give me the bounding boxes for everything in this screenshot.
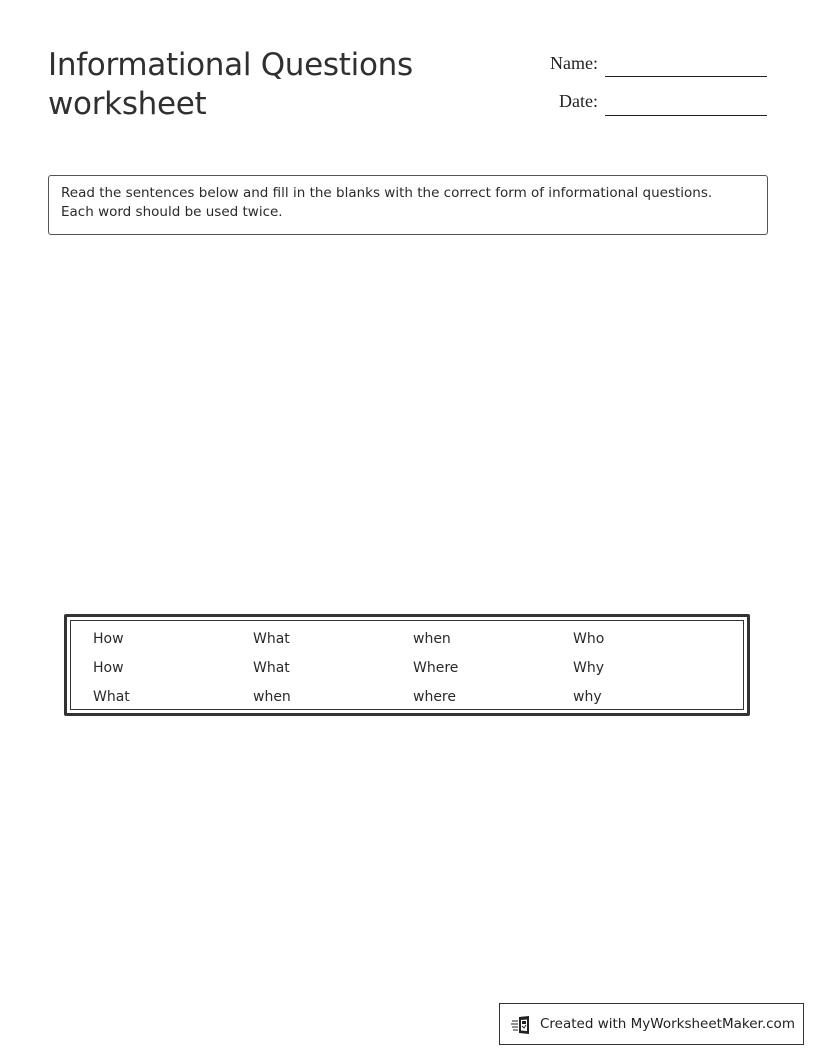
word-bank-item: Why xyxy=(573,660,605,676)
word-bank-item: Who xyxy=(573,631,605,647)
instructions-line-1: Read the sentences below and fill in the blanks with the correct form of informational questions. xyxy=(61,185,713,201)
word-bank-item: when xyxy=(253,689,291,705)
word-bank-item: when xyxy=(413,631,451,647)
footer-credit-text: Created with MyWorksheetMaker.com xyxy=(540,1016,795,1032)
word-bank-item: What xyxy=(93,689,130,705)
instructions-line-2: Each word should be used twice. xyxy=(61,204,283,220)
word-bank-inner-border xyxy=(70,620,744,710)
date-field-line[interactable] xyxy=(605,115,767,116)
name-field-line[interactable] xyxy=(605,76,767,77)
title-line-1: Informational Questions xyxy=(48,47,413,83)
word-bank-item: where xyxy=(413,689,456,705)
word-bank-item: How xyxy=(93,660,124,676)
worksheet-maker-logo-icon xyxy=(510,1013,534,1037)
word-bank-item: What xyxy=(253,631,290,647)
date-label: Date: xyxy=(559,91,598,111)
word-bank-item: What xyxy=(253,660,290,676)
word-bank-item: why xyxy=(573,689,602,705)
word-bank-item: Where xyxy=(413,660,459,676)
name-label: Name: xyxy=(550,53,598,73)
instructions-box xyxy=(48,175,768,235)
worksheet-title xyxy=(48,46,468,124)
word-bank-item: How xyxy=(93,631,124,647)
footer-credit-badge[interactable] xyxy=(499,1003,804,1045)
title-line-2: worksheet xyxy=(48,86,207,122)
word-bank xyxy=(64,614,750,716)
